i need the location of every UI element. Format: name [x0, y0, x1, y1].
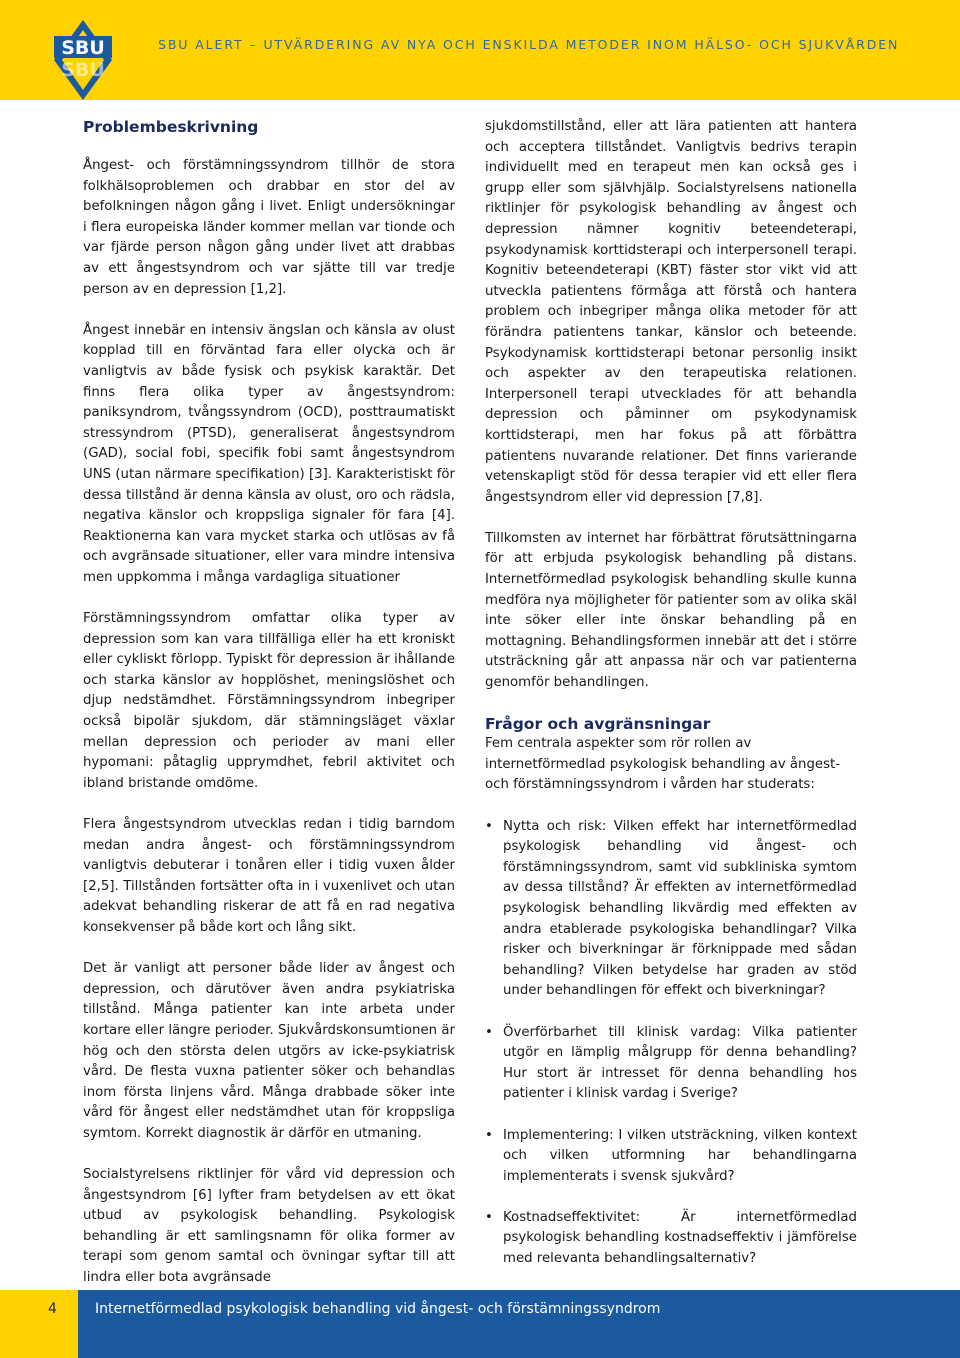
logo-text: SBU — [61, 37, 105, 59]
document-title: Internetförmedlad psykologisk behandling vid ångest- och förstämningssyndrom — [95, 1301, 661, 1317]
page-number-box — [0, 1290, 78, 1358]
list-item — [485, 1208, 857, 1270]
list-item-text: Implementering: I vilken utsträckning, vilken kontext och vilken utformning har behandlingarna implementerats i svensk sjukvård? — [503, 1127, 857, 1184]
bullet-icon: • — [485, 1127, 493, 1143]
paragraph: Tillkomsten av internet har förbättrat förutsättningarna för att erbjuda psykologisk behandling på distans. Internetförmedlad psykologisk behandling skulle kunna medföra nya möjligheter för patienter som av olika skäl inte söker eller inte önskar behandling på en mottagning. Behandlingsformen innebär att det i större utsträckning går att anpassa när och var patienterna genomför behandlingen. — [485, 530, 857, 691]
paragraph: Förstämningssyndrom omfattar olika typer av depression som kan vara tillfälliga eller ha ett kroniskt eller cykliskt förlopp. Typiskt för depression är ihållande och starka känslor av hopplöshet, meningslöshet och djup nedstämdhet. Förstämningssyndrom inbegriper också bipolär sjukdom, där stämningsläget växlar mellan depression och perioder av mani eller hypomani: påtaglig upprymdhet, febril aktivitet och ibland bristande omdöme. — [83, 611, 455, 791]
footer-bar — [0, 1290, 960, 1358]
paragraph: Det är vanligt att personer både lider av ångest och depression, och därutöver även andra psykiatriska tillstånd. Många patienter kan inte arbeta under kortare eller längre perioder. Sjukvårdskonsumtionen är hög och den största delen utgörs av icke-psykiatrisk vård. De flesta vuxna patienter söker och behandlas inom första linjens vård. Många drabbade söker inte vård för ångest eller nedstämdhet utan för kroppsliga symtom. Korrekt diagnostik är därför en utmaning. — [83, 961, 455, 1141]
list-item-text: Nytta och risk: Vilken effekt har internetförmedlad psykologisk behandling vid ångest- och förstämningssyndrom, samt vid subkliniska symtom av dessa tillstånd? Är effekten av internetförmedlad psykologisk behandling likvärdig med effekten av andra etablerade psykologiska behandlingar? Vilka risker och biverkningar är förknippade med sådan behandling? Vilken betydelse har graden av stöd under behandlingen för effekt och biverkningar? — [503, 818, 857, 999]
header-bar — [0, 0, 960, 100]
logo-text-reflection: SBU — [61, 59, 105, 81]
list-item-text: Överförbarhet till klinisk vardag: Vilka patienter utgör en lämplig målgrupp för denna behandling? Hur stort är intresset för denna behandling hos patienter i klinisk vardag i Sverige? — [503, 1024, 857, 1102]
list-item — [485, 1126, 857, 1188]
paragraph: Ångest innebär en intensiv ängslan och känsla av olust kopplad till en förväntad fara eller olycka och är vanligtvis av både fysisk och psykisk karaktär. Det finns flera olika typer av ångestsyndrom: paniksyndrom, tvångssyndrom (OCD), posttraumatiskt stressyndrom (PTSD), generaliserat ångestsyndrom (GAD), social fobi, specifik fobi samt ångestsyndrom UNS (utan närmare specifikation) [3]. Karakteristiskt för dessa tillstånd är denna känsla av olust, oro och rädsla, negativa känslor och kroppsliga signaler för fara [4]. Reaktionerna kan vara mycket starka och utlösas av få och avgränsade situationer, eller vara mindre intensiva men uppkomma i många vardagliga situationer — [83, 322, 455, 585]
intro-paragraph: Fem centrala aspekter som rör rollen av internetförmedlad psykologisk behandling av ångest- och förstämningssyndrom i vården har studerats: — [485, 736, 841, 793]
section-heading-questions: Frågor och avgränsningar — [485, 715, 711, 734]
list-item-text: Kostnadseffektivitet: Är internetförmedlad psykologisk behandling kostnadseffektiv i jämförelse med relevanta behandlingsalternativ? — [503, 1209, 857, 1267]
paragraph: Flera ångestsyndrom utvecklas redan i tidig barndom medan andra ångest- och förstämningssyndrom vanligtvis debuterar i tonåren eller i tidig vuxen ålder [2,5]. Tillstånden fortsätter ofta in i vuxenlivet och utan adekvat behandling riskerar de att få en rad negativa konsekvenser på både kort och lång sikt. — [83, 817, 455, 935]
question-list — [485, 817, 857, 1270]
bullet-icon: • — [485, 1209, 493, 1225]
paragraph: Socialstyrelsens riktlinjer för vård vid depression och ångestsyndrom [6] lyfter fram betydelsen av ett ökat utbud av psykologisk behandling. Psykologisk behandling är ett samlingsnamn för olika former av terapi som genom samtal och övningar syftar till att lindra eller bota avgränsade — [83, 1167, 455, 1286]
paragraph: sjukdomstillstånd, eller att lära patienten att hantera och acceptera tillståndet. Vanligtvis bedrivs terapin individuellt med en terapeut men kan också ges i grupp eller som självhjälp. Socialstyrelsens nationella riktlinjer för psykologisk behandling av ångest och depression nämner kognitiv beteendeterapi, psykodynamisk korttidsterapi och interpersonell terapi. Kognitiv beteendeterapi (KBT) fäster stor vikt vid att utveckla patientens förmåga att förstå och hantera problem och inbegriper många olika metoder för att förändra patientens tankar, känslor och beteende. Psykodynamisk korttidsterapi betonar personlig insikt och aspekter av den terapeutiska relationen. Interpersonell terapi utvecklades för att behandla depression och påminner om psykodynamisk korttidsterapi, men har fokus på att förbättra patientens nuvarande relationer. Det finns varierande vetenskapligt stöd för dessa terapier vid ett eller flera ångestsyndrom eller vid depression [7,8]. — [485, 119, 857, 505]
page-number: 4 — [48, 1301, 57, 1317]
bullet-icon: • — [485, 1024, 493, 1040]
left-column — [83, 117, 455, 1309]
list-item — [485, 817, 857, 1002]
paragraph: Ångest- och förstämningssyndrom tillhör de stora folkhälsoproblemen och drabbar en stor del av befolkningen någon gång i livet. Enligt undersökningar i flera europeiska länder kommer mellan var tionde och var fjärde person någon gång under livet att drabbas av ett ångestsyndrom och var sjätte till var tredje person av en depression [1,2]. — [83, 158, 455, 297]
series-title: SBU ALERT – UTVÄRDERING AV NYA OCH ENSKILDA METODER INOM HÄLSO- OCH SJUKVÅRDEN — [158, 37, 900, 52]
sbu-logo — [52, 16, 114, 104]
section-heading-problem: Problembeskrivning — [83, 118, 259, 136]
bullet-icon: • — [485, 818, 493, 834]
list-item — [485, 1023, 857, 1105]
right-column — [485, 117, 857, 1290]
